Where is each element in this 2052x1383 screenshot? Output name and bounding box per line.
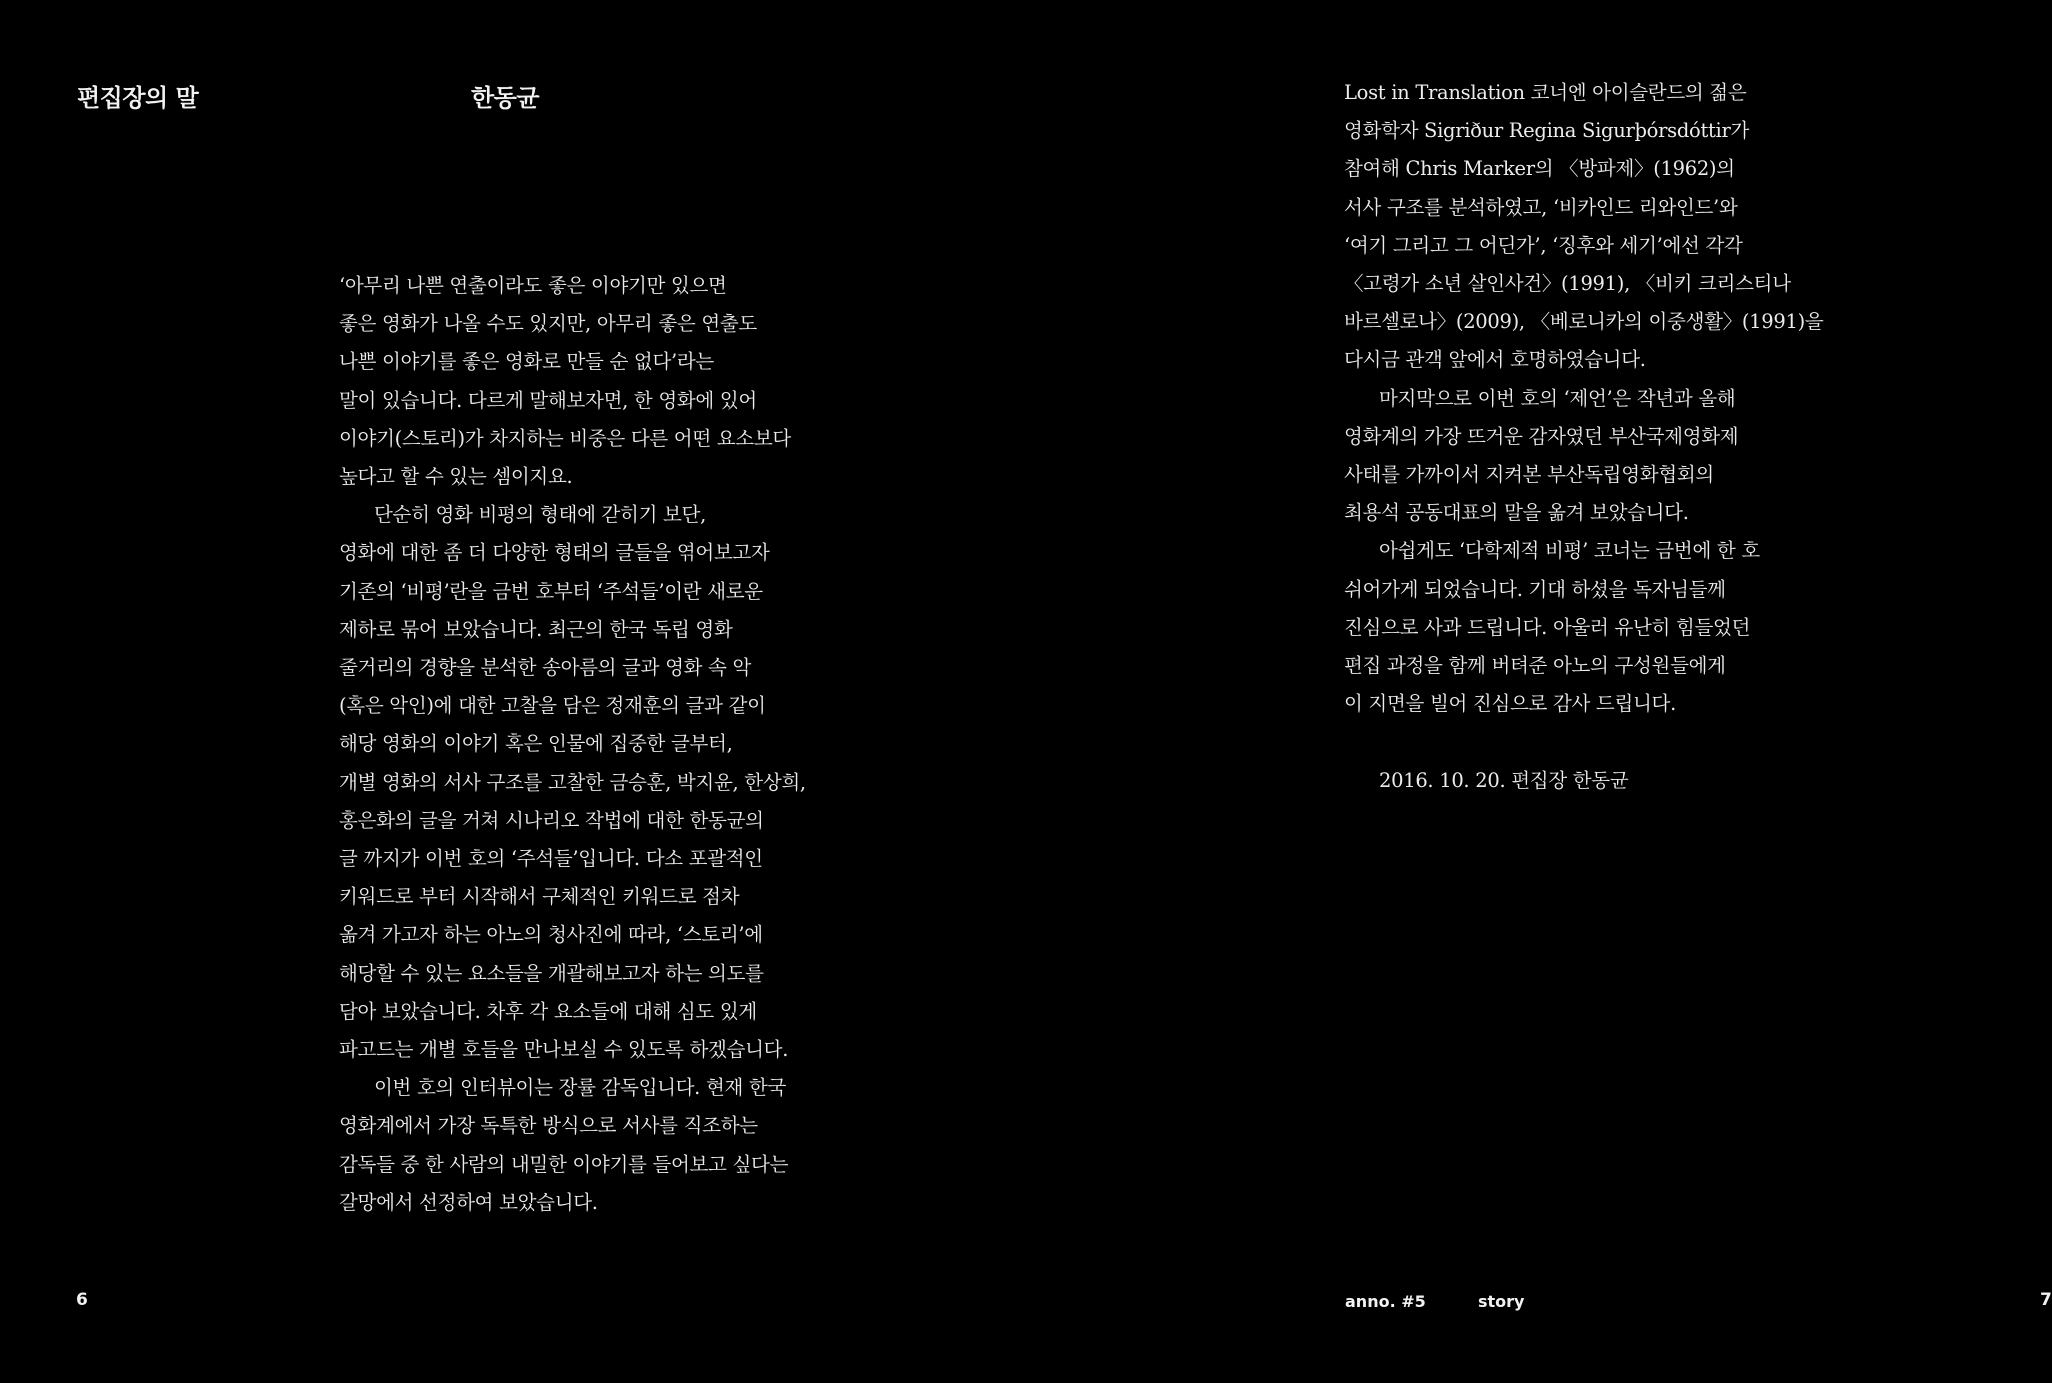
text-line: 높다고 할 수 있는 셈이지요. <box>339 465 573 489</box>
text-line: 제하로 묶어 보았습니다. 최근의 한국 독립 영화 <box>339 617 733 641</box>
text-line: 단순히 영화 비평의 형태에 갇히기 보단, <box>374 503 706 527</box>
text-line: 영화에 대한 좀 더 다양한 형태의 글들을 엮어보고자 <box>339 541 770 565</box>
section-title: 편집장의 말 <box>77 84 199 112</box>
text-line: 키워드로 부터 시작해서 구체적인 키워드로 점차 <box>339 885 740 909</box>
text-line: 홍은화의 글을 거쳐 시나리오 작법에 대한 한동균의 <box>339 808 764 832</box>
text-line: 개별 영화의 서사 구조를 고찰한 금승훈, 박지윤, 한상희, <box>339 770 806 794</box>
text-line: 영화계의 가장 뜨거운 감자였던 부산국제영화제 <box>1344 424 1739 448</box>
text-line: 이번 호의 인터뷰이는 장률 감독입니다. 현재 한국 <box>374 1076 787 1100</box>
text-line: 〈고령가 소년 살인사건〉(1991), 〈비키 크리스티나 <box>1344 272 1791 296</box>
text-line: 사태를 가까이서 지켜본 부산독립영화협회의 <box>1344 463 1714 487</box>
page-number-left: 6 <box>76 1290 88 1310</box>
text-line: 바르셀로나〉(2009), 〈베로니카의 이중생활〉(1991)을 <box>1344 310 1824 334</box>
left-body-text <box>339 267 859 1222</box>
text-line: 편집 과정을 함께 버텨준 아노의 구성원들에게 <box>1344 654 1726 678</box>
text-line: 최용석 공동대표의 말을 옮겨 보았습니다. <box>1344 501 1689 525</box>
text-line: 서사 구조를 분석하였고, ‘비카인드 리와인드’와 <box>1344 195 1738 219</box>
text-line: 이야기(스토리)가 차지하는 비중은 다른 어떤 요소보다 <box>339 426 791 450</box>
right-body-text <box>1344 74 1824 800</box>
text-line: 글 까지가 이번 호의 ‘주석들’입니다. 다소 포괄적인 <box>339 847 763 871</box>
text-line: 다시금 관객 앞에서 호명하였습니다. <box>1344 348 1646 372</box>
author-name: 한동균 <box>471 84 540 112</box>
text-line: 아쉽게도 ‘다학제적 비평’ 코너는 금번에 한 호 <box>1379 539 1760 563</box>
text-line: ‘아무리 나쁜 연출이라도 좋은 이야기만 있으면 <box>339 274 727 297</box>
text-line: 옮겨 가고자 하는 아노의 청사진에 따라, ‘스토리’에 <box>339 923 763 947</box>
text-line: 담아 보았습니다. 차후 각 요소들에 대해 심도 있게 <box>339 999 757 1023</box>
text-line: 해당할 수 있는 요소들을 개괄해보고자 하는 의도를 <box>339 961 764 985</box>
text-line: 좋은 영화가 나올 수도 있지만, 아무리 좋은 연출도 <box>339 312 757 336</box>
running-footer-section: story <box>1478 1292 1525 1311</box>
text-line: 줄거리의 경향을 분석한 송아름의 글과 영화 속 악 <box>339 656 752 680</box>
text-line: 참여해 Chris Marker의 〈방파제〉(1962)의 <box>1344 157 1735 181</box>
text-line: Lost in Translation 코너엔 아이슬란드의 젊은 <box>1344 81 1747 104</box>
text-line: 영화계에서 가장 독특한 방식으로 서사를 직조하는 <box>339 1114 758 1138</box>
left-page <box>0 0 960 1383</box>
text-line: 감독들 중 한 사람의 내밀한 이야기를 들어보고 싶다는 <box>339 1152 789 1176</box>
text-line: 갈망에서 선정하여 보았습니다. <box>339 1190 598 1214</box>
text-line: 마지막으로 이번 호의 ‘제언’은 작년과 올해 <box>1379 386 1736 410</box>
text-line: 나쁜 이야기를 좋은 영화로 만들 순 없다’라는 <box>339 350 714 374</box>
text-line: 쉬어가게 되었습니다. 기대 하셨을 독자님들께 <box>1344 577 1726 601</box>
page-number-right: 7 <box>2040 1290 2052 1310</box>
text-line: 파고드는 개별 호들을 만나보실 수 있도록 하겠습니다. <box>339 1038 789 1062</box>
text-line: 진심으로 사과 드립니다. 아울러 유난히 힘들었던 <box>1344 615 1751 639</box>
text-line: (혹은 악인)에 대한 고찰을 담은 정재훈의 글과 같이 <box>339 694 766 718</box>
text-line: 이 지면을 빌어 진심으로 감사 드립니다. <box>1344 692 1676 716</box>
text-line: 말이 있습니다. 다르게 말해보자면, 한 영화에 있어 <box>339 388 757 412</box>
running-footer-issue: anno. #5 <box>1345 1292 1426 1311</box>
text-line: 영화학자 Sigriður Regina Sigurþórsdóttir가 <box>1344 119 1750 143</box>
editor-signature: 2016. 10. 20. 편집장 한동균 <box>1379 768 1629 792</box>
text-line: 기존의 ‘비평’란을 금번 호부터 ‘주석들’이란 새로운 <box>339 579 763 603</box>
text-line: 해당 영화의 이야기 혹은 인물에 집중한 글부터, <box>339 732 733 756</box>
text-line: ‘여기 그리고 그 어딘가’, ‘징후와 세기’에선 각각 <box>1344 233 1743 257</box>
